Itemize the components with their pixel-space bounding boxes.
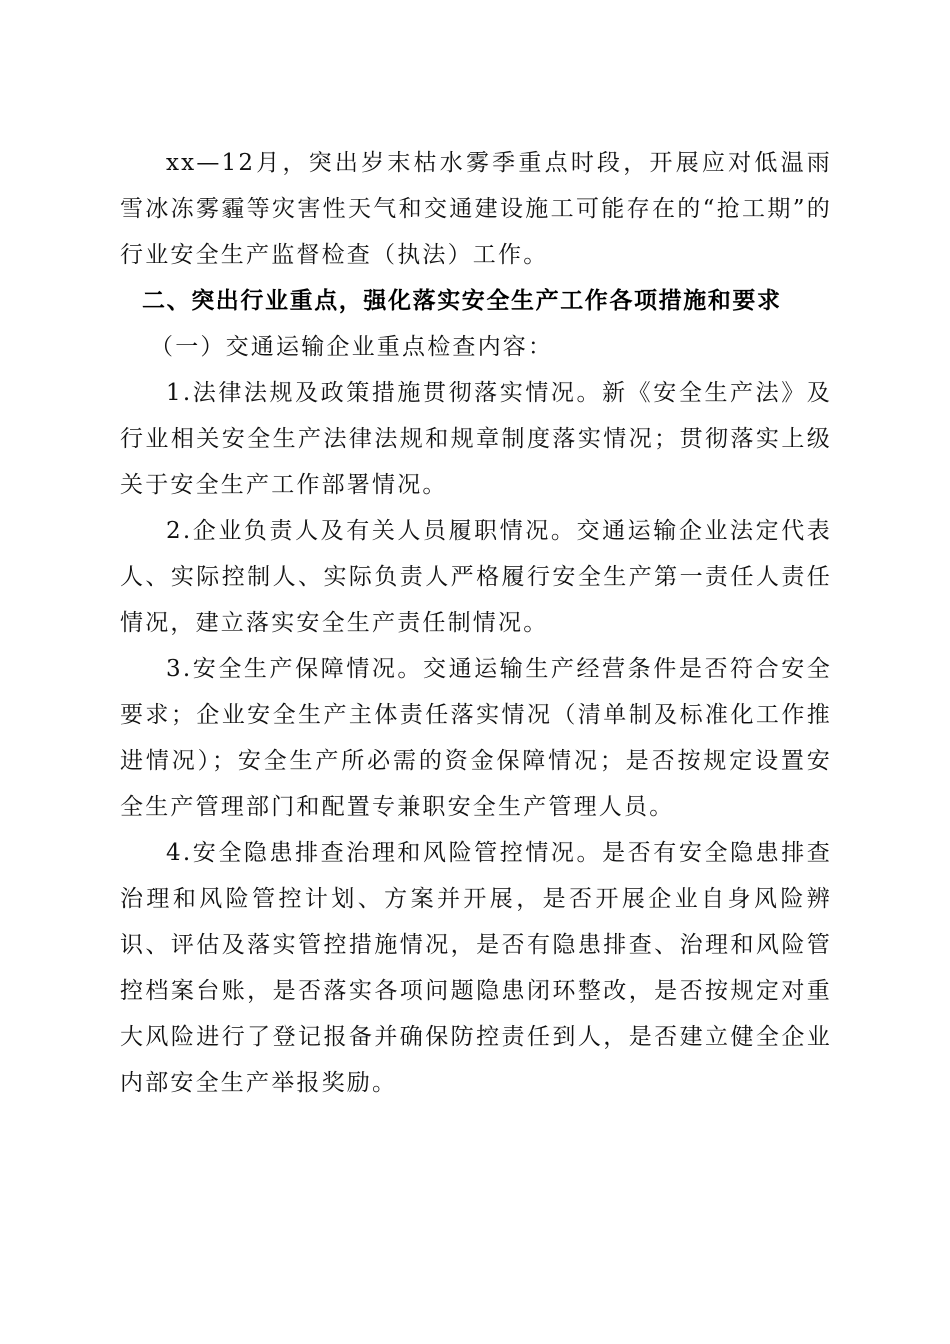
intro-paragraph: xx—12月，突出岁末枯水雾季重点时段，开展应对低温雨雪冰冻雾霾等灾害性天气和交通建设施工可能存在的“抢工期”的行业安全生产监督检查（执法）工作。 bbox=[120, 150, 832, 268]
list-item: 1.法律法规及政策措施贯彻落实情况。新《安全生产法》及行业相关安全生产法律法规和规章制度落实情况；贯彻落实上级关于安全生产工作部署情况。 bbox=[120, 380, 832, 498]
list-item: 4.安全隐患排查治理和风险管控情况。是否有安全隐患排查治理和风险管控计划、方案并开展，是否开展企业自身风险辨识、评估及落实管控措施情况，是否有隐患排查、治理和风险管控档案台账，是否落实各项问题隐患闭环整改，是否按规定对重大风险进行了登记报备并确保防控责任到人，是否建立健全企业内部安全生产举报奖励。 bbox=[120, 840, 832, 1096]
section-heading: 二、突出行业重点，强化落实安全生产工作各项措施和要求 bbox=[142, 288, 782, 314]
document-body bbox=[120, 140, 832, 1106]
list-item: 3.安全生产保障情况。交通运输生产经营条件是否符合安全要求；企业安全生产主体责任落实情况（清单制及标准化工作推进情况）；安全生产所必需的资金保障情况；是否按规定设置安全生产管理部门和配置专兼职安全生产管理人员。 bbox=[120, 656, 832, 820]
subsection-heading: （一）交通运输企业重点检查内容： bbox=[150, 334, 554, 360]
list-item: 2.企业负责人及有关人员履职情况。交通运输企业法定代表人、实际控制人、实际负责人严格履行安全生产第一责任人责任情况，建立落实安全生产责任制情况。 bbox=[120, 518, 832, 636]
